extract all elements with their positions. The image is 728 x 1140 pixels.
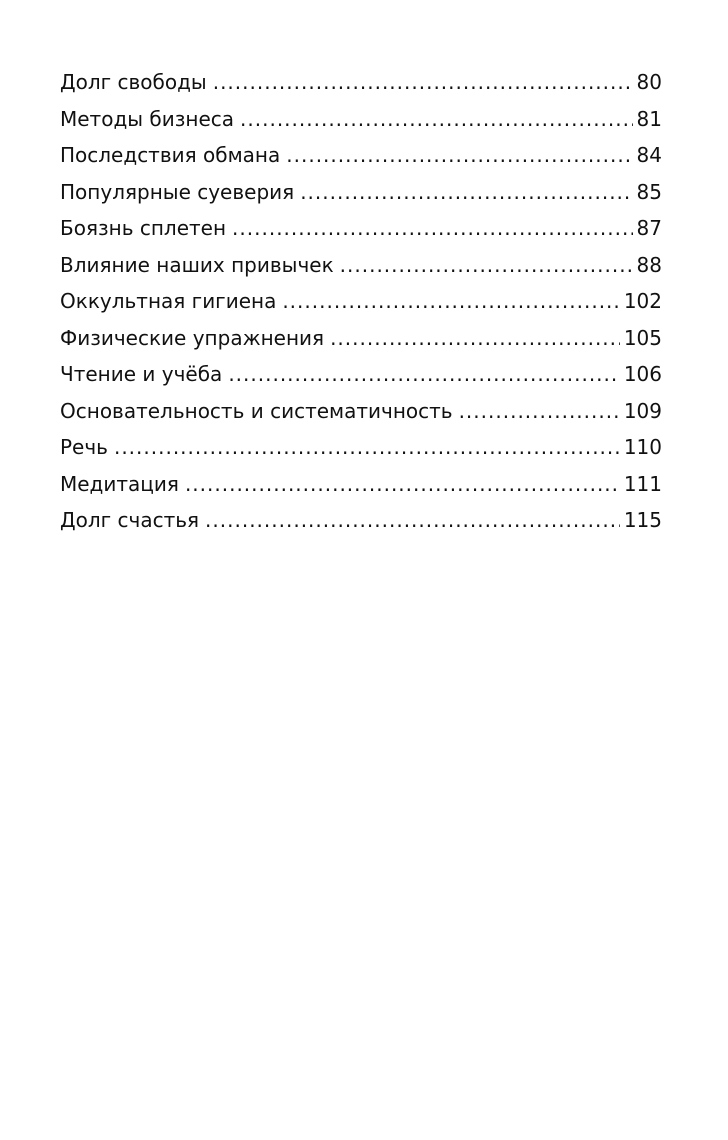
toc-entry-page: 106 — [623, 362, 662, 386]
toc-entry — [60, 283, 662, 320]
toc-entry-page: 88 — [636, 252, 662, 277]
toc-entry — [60, 393, 662, 430]
toc-entry — [60, 174, 662, 211]
toc-entry-title: Методы бизнеса — [60, 106, 235, 131]
toc-entry-page: 109 — [623, 398, 662, 423]
toc-dot-leader — [205, 502, 620, 538]
toc-entry-title: Влияние наших привычек — [60, 252, 334, 277]
toc-entry-title: Чтение и учёба — [60, 362, 223, 386]
toc-entry — [60, 502, 662, 539]
toc-entry-title: Долг свободы — [60, 70, 207, 94]
toc-entry-title: Речь — [60, 435, 108, 459]
toc-dot-leader — [286, 137, 632, 173]
toc-dot-leader — [459, 393, 620, 429]
toc-entry — [60, 247, 662, 284]
toc-entry-title: Оккультная гигиена — [60, 289, 277, 313]
toc-dot-leader — [232, 210, 633, 246]
toc-entry — [60, 101, 662, 138]
toc-entry-page: 87 — [636, 216, 662, 240]
toc-entry-title: Популярные суеверия — [60, 179, 295, 204]
toc-dot-leader — [340, 247, 633, 283]
toc-entry-page: 110 — [623, 435, 662, 459]
toc-dot-leader — [300, 174, 632, 210]
toc-entry — [60, 64, 662, 101]
toc-dot-leader — [282, 283, 619, 319]
toc-entry-page: 85 — [636, 179, 662, 204]
toc-entry-page: 80 — [636, 70, 662, 94]
toc-entry-page: 84 — [636, 143, 662, 167]
toc-entry — [60, 210, 662, 247]
toc-entry-title: Последствия обмана — [60, 143, 281, 167]
toc-entry — [60, 320, 662, 357]
toc-entry-title: Медитация — [60, 471, 179, 496]
toc-dot-leader — [330, 320, 620, 356]
toc-entry-title: Боязнь сплетен — [60, 216, 227, 240]
toc-dot-leader — [213, 64, 633, 100]
toc-entry — [60, 356, 662, 393]
table-of-contents — [60, 64, 662, 539]
toc-dot-leader — [240, 101, 633, 137]
toc-entry — [60, 137, 662, 174]
toc-entry-page: 105 — [623, 325, 662, 350]
toc-entry-page: 102 — [623, 289, 662, 313]
toc-entry-page: 81 — [636, 106, 662, 131]
toc-entry-title: Физические упражнения — [60, 325, 325, 350]
toc-entry-page: 115 — [623, 508, 662, 532]
toc-dot-leader — [114, 429, 620, 465]
toc-entry — [60, 466, 662, 503]
toc-dot-leader — [185, 466, 620, 502]
toc-entry-title: Долг счастья — [60, 508, 200, 532]
toc-entry — [60, 429, 662, 466]
toc-dot-leader — [228, 356, 620, 392]
toc-entry-title: Основательность и систематичность — [60, 398, 453, 423]
toc-entry-page: 111 — [623, 471, 662, 496]
